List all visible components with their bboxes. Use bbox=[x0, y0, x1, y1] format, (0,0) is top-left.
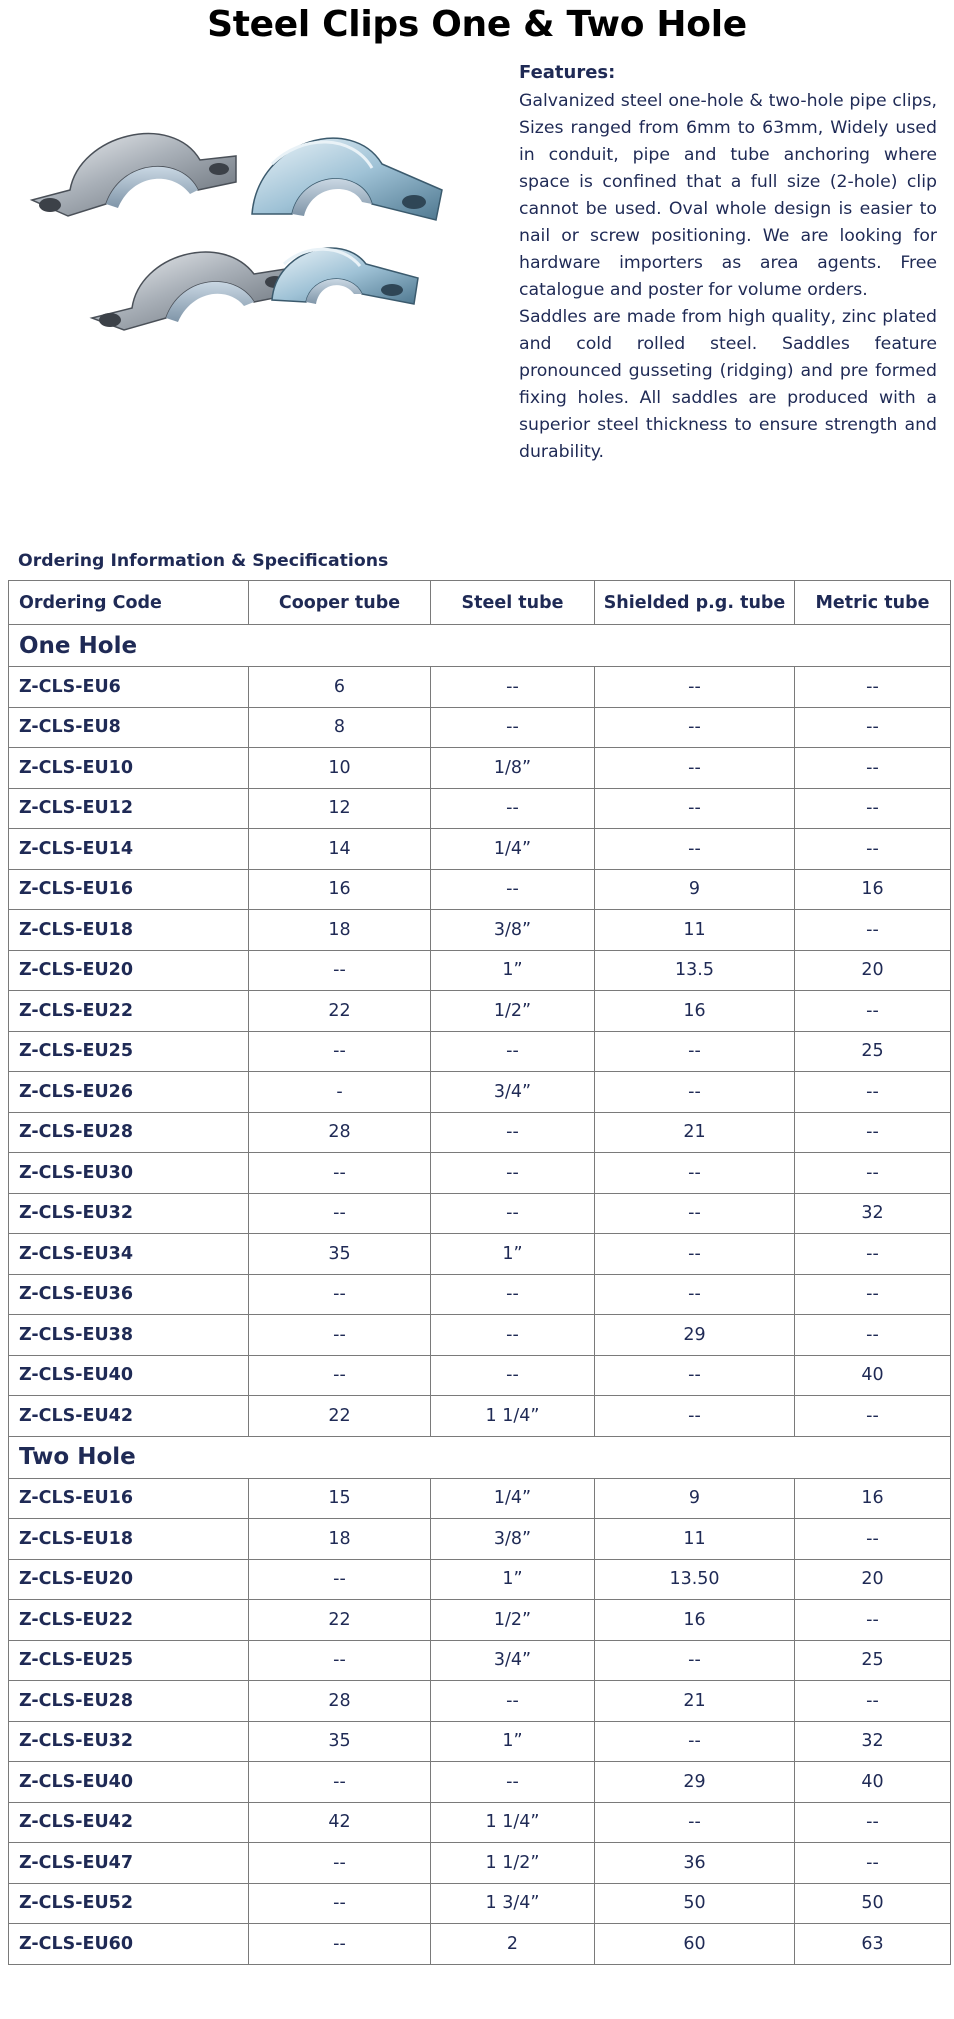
steel-clips-product-image bbox=[22, 104, 492, 334]
specifications-table bbox=[8, 580, 951, 1965]
cell-cooper-tube: 28 bbox=[249, 1112, 431, 1153]
cell-shielded-tube: 11 bbox=[595, 910, 795, 951]
cell-shielded-tube: -- bbox=[595, 1355, 795, 1396]
cell-shielded-tube: 29 bbox=[595, 1762, 795, 1803]
cell-steel-tube: 2 bbox=[431, 1924, 595, 1965]
cell-metric-tube: 63 bbox=[795, 1924, 951, 1965]
cell-metric-tube: -- bbox=[795, 1315, 951, 1356]
cell-ordering-code: Z-CLS-EU60 bbox=[9, 1924, 249, 1965]
cell-metric-tube: -- bbox=[795, 1153, 951, 1194]
cell-cooper-tube: 16 bbox=[249, 869, 431, 910]
cell-metric-tube: -- bbox=[795, 1274, 951, 1315]
cell-steel-tube: 1” bbox=[431, 1721, 595, 1762]
cell-shielded-tube: -- bbox=[595, 1153, 795, 1194]
cell-shielded-tube: 13.50 bbox=[595, 1559, 795, 1600]
cell-metric-tube: -- bbox=[795, 1519, 951, 1560]
cell-cooper-tube: -- bbox=[249, 1762, 431, 1803]
table-caption: Ordering Information & Specifications bbox=[18, 551, 389, 571]
table-row bbox=[9, 829, 951, 870]
cell-steel-tube: 1 3/4” bbox=[431, 1883, 595, 1924]
table-row bbox=[9, 991, 951, 1032]
section-title: Two Hole bbox=[9, 1436, 951, 1478]
cell-steel-tube: -- bbox=[431, 1274, 595, 1315]
cell-shielded-tube: 21 bbox=[595, 1112, 795, 1153]
cell-cooper-tube: 18 bbox=[249, 1519, 431, 1560]
cell-shielded-tube: -- bbox=[595, 1274, 795, 1315]
cell-ordering-code: Z-CLS-EU18 bbox=[9, 1519, 249, 1560]
table-row bbox=[9, 1519, 951, 1560]
cell-metric-tube: 40 bbox=[795, 1762, 951, 1803]
cell-ordering-code: Z-CLS-EU36 bbox=[9, 1274, 249, 1315]
table-row bbox=[9, 1559, 951, 1600]
table-row bbox=[9, 1681, 951, 1722]
cell-steel-tube: 1 1/4” bbox=[431, 1396, 595, 1437]
cell-steel-tube: -- bbox=[431, 1112, 595, 1153]
table-row bbox=[9, 1153, 951, 1194]
cell-steel-tube: 3/8” bbox=[431, 910, 595, 951]
cell-metric-tube: -- bbox=[795, 707, 951, 748]
cell-shielded-tube: -- bbox=[595, 1031, 795, 1072]
cell-shielded-tube: 16 bbox=[595, 1600, 795, 1641]
cell-steel-tube: 1/2” bbox=[431, 1600, 595, 1641]
cell-steel-tube: 3/8” bbox=[431, 1519, 595, 1560]
cell-metric-tube: -- bbox=[795, 667, 951, 708]
cell-cooper-tube: -- bbox=[249, 1031, 431, 1072]
table-row bbox=[9, 1031, 951, 1072]
cell-ordering-code: Z-CLS-EU28 bbox=[9, 1112, 249, 1153]
table-row bbox=[9, 1315, 951, 1356]
cell-cooper-tube: 8 bbox=[249, 707, 431, 748]
cell-cooper-tube: -- bbox=[249, 1640, 431, 1681]
table-row bbox=[9, 1883, 951, 1924]
cell-shielded-tube: 9 bbox=[595, 869, 795, 910]
cell-steel-tube: -- bbox=[431, 1681, 595, 1722]
table-row bbox=[9, 1721, 951, 1762]
cell-ordering-code: Z-CLS-EU42 bbox=[9, 1396, 249, 1437]
cell-cooper-tube: 10 bbox=[249, 748, 431, 789]
column-header-shielded-tube: Shielded p.g. tube bbox=[595, 581, 795, 625]
cell-shielded-tube: 9 bbox=[595, 1478, 795, 1519]
cell-cooper-tube: -- bbox=[249, 1883, 431, 1924]
cell-steel-tube: -- bbox=[431, 707, 595, 748]
table-row bbox=[9, 1640, 951, 1681]
cell-ordering-code: Z-CLS-EU22 bbox=[9, 991, 249, 1032]
cell-ordering-code: Z-CLS-EU47 bbox=[9, 1843, 249, 1884]
cell-ordering-code: Z-CLS-EU26 bbox=[9, 1072, 249, 1113]
cell-metric-tube: -- bbox=[795, 1843, 951, 1884]
table-row bbox=[9, 950, 951, 991]
cell-steel-tube: -- bbox=[431, 1153, 595, 1194]
features-description bbox=[519, 88, 937, 466]
cell-steel-tube: 1/2” bbox=[431, 991, 595, 1032]
cell-metric-tube: 20 bbox=[795, 1559, 951, 1600]
cell-ordering-code: Z-CLS-EU18 bbox=[9, 910, 249, 951]
cell-metric-tube: 16 bbox=[795, 1478, 951, 1519]
cell-cooper-tube: -- bbox=[249, 1843, 431, 1884]
table-row bbox=[9, 1802, 951, 1843]
cell-ordering-code: Z-CLS-EU16 bbox=[9, 1478, 249, 1519]
cell-steel-tube: 1/8” bbox=[431, 748, 595, 789]
cell-steel-tube: 1” bbox=[431, 950, 595, 991]
table-row bbox=[9, 1478, 951, 1519]
cell-cooper-tube: 22 bbox=[249, 991, 431, 1032]
cell-ordering-code: Z-CLS-EU42 bbox=[9, 1802, 249, 1843]
column-header-metric-tube: Metric tube bbox=[795, 581, 951, 625]
cell-ordering-code: Z-CLS-EU12 bbox=[9, 788, 249, 829]
cell-metric-tube: -- bbox=[795, 1112, 951, 1153]
cell-metric-tube: -- bbox=[795, 1396, 951, 1437]
cell-cooper-tube: -- bbox=[249, 1274, 431, 1315]
cell-cooper-tube: 15 bbox=[249, 1478, 431, 1519]
cell-steel-tube: -- bbox=[431, 869, 595, 910]
cell-ordering-code: Z-CLS-EU16 bbox=[9, 869, 249, 910]
cell-shielded-tube: -- bbox=[595, 829, 795, 870]
cell-shielded-tube: 36 bbox=[595, 1843, 795, 1884]
one-hole-clip-large-right bbox=[252, 138, 442, 220]
cell-steel-tube: 1” bbox=[431, 1234, 595, 1275]
cell-cooper-tube: -- bbox=[249, 1355, 431, 1396]
cell-ordering-code: Z-CLS-EU40 bbox=[9, 1355, 249, 1396]
cell-metric-tube: -- bbox=[795, 1072, 951, 1113]
table-row bbox=[9, 1112, 951, 1153]
cell-cooper-tube: 42 bbox=[249, 1802, 431, 1843]
cell-ordering-code: Z-CLS-EU10 bbox=[9, 748, 249, 789]
cell-ordering-code: Z-CLS-EU32 bbox=[9, 1721, 249, 1762]
cell-ordering-code: Z-CLS-EU34 bbox=[9, 1234, 249, 1275]
column-header-steel-tube: Steel tube bbox=[431, 581, 595, 625]
cell-shielded-tube: 21 bbox=[595, 1681, 795, 1722]
cell-metric-tube: 16 bbox=[795, 869, 951, 910]
table-row bbox=[9, 1600, 951, 1641]
cell-steel-tube: 1 1/2” bbox=[431, 1843, 595, 1884]
cell-ordering-code: Z-CLS-EU52 bbox=[9, 1883, 249, 1924]
cell-steel-tube: 1 1/4” bbox=[431, 1802, 595, 1843]
cell-shielded-tube: 50 bbox=[595, 1883, 795, 1924]
table-row bbox=[9, 1234, 951, 1275]
cell-steel-tube: 1” bbox=[431, 1559, 595, 1600]
cell-cooper-tube: 6 bbox=[249, 667, 431, 708]
table-row bbox=[9, 1274, 951, 1315]
two-hole-clip-bottom-left bbox=[92, 252, 294, 330]
cell-shielded-tube: 60 bbox=[595, 1924, 795, 1965]
cell-ordering-code: Z-CLS-EU38 bbox=[9, 1315, 249, 1356]
cell-ordering-code: Z-CLS-EU8 bbox=[9, 707, 249, 748]
features-paragraph: Galvanized steel one-hole & two-hole pipe clips, Sizes ranged from 6mm to 63mm, Widely used in conduit, pipe and tube anchoring where space is confined that a full size (2-hole) clip cannot be used. Oval whole design is easier to nail or screw positioning. We are looking for hardware importers as area agents. Free catalogue and poster for volume orders. bbox=[519, 91, 937, 300]
cell-shielded-tube: -- bbox=[595, 748, 795, 789]
cell-shielded-tube: -- bbox=[595, 1396, 795, 1437]
cell-cooper-tube: 35 bbox=[249, 1234, 431, 1275]
cell-cooper-tube: -- bbox=[249, 1315, 431, 1356]
table-row bbox=[9, 748, 951, 789]
cell-cooper-tube: -- bbox=[249, 1924, 431, 1965]
table-row bbox=[9, 788, 951, 829]
table-row bbox=[9, 1762, 951, 1803]
cell-cooper-tube: -- bbox=[249, 950, 431, 991]
cell-ordering-code: Z-CLS-EU20 bbox=[9, 1559, 249, 1600]
table-row bbox=[9, 1843, 951, 1884]
cell-shielded-tube: 16 bbox=[595, 991, 795, 1032]
cell-cooper-tube: 22 bbox=[249, 1396, 431, 1437]
cell-metric-tube: -- bbox=[795, 829, 951, 870]
cell-metric-tube: -- bbox=[795, 788, 951, 829]
cell-cooper-tube: 28 bbox=[249, 1681, 431, 1722]
cell-steel-tube: -- bbox=[431, 788, 595, 829]
cell-shielded-tube: -- bbox=[595, 667, 795, 708]
cell-metric-tube: -- bbox=[795, 1681, 951, 1722]
cell-steel-tube: 1/4” bbox=[431, 829, 595, 870]
cell-shielded-tube: -- bbox=[595, 707, 795, 748]
features-heading: Features: bbox=[519, 62, 616, 83]
cell-metric-tube: -- bbox=[795, 991, 951, 1032]
cell-shielded-tube: -- bbox=[595, 1802, 795, 1843]
page-title: Steel Clips One & Two Hole bbox=[207, 4, 747, 45]
cell-ordering-code: Z-CLS-EU25 bbox=[9, 1031, 249, 1072]
two-hole-clip-top-left bbox=[32, 134, 236, 216]
cell-ordering-code: Z-CLS-EU32 bbox=[9, 1193, 249, 1234]
section-title: One Hole bbox=[9, 625, 951, 667]
cell-shielded-tube: -- bbox=[595, 1072, 795, 1113]
cell-cooper-tube: -- bbox=[249, 1193, 431, 1234]
cell-cooper-tube: - bbox=[249, 1072, 431, 1113]
cell-metric-tube: 32 bbox=[795, 1721, 951, 1762]
table-row bbox=[9, 1072, 951, 1113]
cell-cooper-tube: 14 bbox=[249, 829, 431, 870]
cell-cooper-tube: 35 bbox=[249, 1721, 431, 1762]
cell-shielded-tube: -- bbox=[595, 1234, 795, 1275]
cell-steel-tube: 3/4” bbox=[431, 1072, 595, 1113]
cell-ordering-code: Z-CLS-EU14 bbox=[9, 829, 249, 870]
cell-ordering-code: Z-CLS-EU22 bbox=[9, 1600, 249, 1641]
section-row bbox=[9, 625, 951, 667]
cell-metric-tube: -- bbox=[795, 1234, 951, 1275]
cell-steel-tube: 1/4” bbox=[431, 1478, 595, 1519]
cell-steel-tube: -- bbox=[431, 1031, 595, 1072]
features-paragraph: Saddles are made from high quality, zinc plated and cold rolled steel. Saddles feature pronounced gusseting (ridging) and pre formed fixing holes. All saddles are produced with a superior steel thickness to ensure strength and durability. bbox=[519, 307, 937, 462]
table-row bbox=[9, 1193, 951, 1234]
cell-metric-tube: 32 bbox=[795, 1193, 951, 1234]
cell-ordering-code: Z-CLS-EU6 bbox=[9, 667, 249, 708]
cell-cooper-tube: 22 bbox=[249, 1600, 431, 1641]
cell-shielded-tube: -- bbox=[595, 1721, 795, 1762]
cell-steel-tube: -- bbox=[431, 667, 595, 708]
cell-cooper-tube: 18 bbox=[249, 910, 431, 951]
cell-ordering-code: Z-CLS-EU40 bbox=[9, 1762, 249, 1803]
column-header-ordering-code: Ordering Code bbox=[9, 581, 249, 625]
table-row bbox=[9, 869, 951, 910]
table-row bbox=[9, 707, 951, 748]
cell-metric-tube: -- bbox=[795, 1600, 951, 1641]
cell-metric-tube: -- bbox=[795, 748, 951, 789]
cell-shielded-tube: -- bbox=[595, 788, 795, 829]
cell-steel-tube: -- bbox=[431, 1193, 595, 1234]
cell-metric-tube: 25 bbox=[795, 1640, 951, 1681]
cell-steel-tube: 3/4” bbox=[431, 1640, 595, 1681]
cell-cooper-tube: 12 bbox=[249, 788, 431, 829]
cell-ordering-code: Z-CLS-EU25 bbox=[9, 1640, 249, 1681]
cell-shielded-tube: -- bbox=[595, 1640, 795, 1681]
cell-metric-tube: 50 bbox=[795, 1883, 951, 1924]
table-row bbox=[9, 910, 951, 951]
table-header-row bbox=[9, 581, 951, 625]
one-hole-clip-small-right bbox=[272, 248, 418, 304]
table-row bbox=[9, 1396, 951, 1437]
cell-cooper-tube: -- bbox=[249, 1559, 431, 1600]
cell-shielded-tube: -- bbox=[595, 1193, 795, 1234]
cell-ordering-code: Z-CLS-EU28 bbox=[9, 1681, 249, 1722]
cell-metric-tube: 25 bbox=[795, 1031, 951, 1072]
table-row bbox=[9, 667, 951, 708]
cell-steel-tube: -- bbox=[431, 1315, 595, 1356]
cell-metric-tube: -- bbox=[795, 1802, 951, 1843]
cell-shielded-tube: 11 bbox=[595, 1519, 795, 1560]
cell-metric-tube: 40 bbox=[795, 1355, 951, 1396]
cell-metric-tube: 20 bbox=[795, 950, 951, 991]
cell-cooper-tube: -- bbox=[249, 1153, 431, 1194]
table-row bbox=[9, 1355, 951, 1396]
cell-shielded-tube: 29 bbox=[595, 1315, 795, 1356]
cell-ordering-code: Z-CLS-EU20 bbox=[9, 950, 249, 991]
cell-shielded-tube: 13.5 bbox=[595, 950, 795, 991]
cell-steel-tube: -- bbox=[431, 1762, 595, 1803]
column-header-cooper-tube: Cooper tube bbox=[249, 581, 431, 625]
table-row bbox=[9, 1924, 951, 1965]
cell-steel-tube: -- bbox=[431, 1355, 595, 1396]
section-row bbox=[9, 1436, 951, 1478]
cell-ordering-code: Z-CLS-EU30 bbox=[9, 1153, 249, 1194]
cell-metric-tube: -- bbox=[795, 910, 951, 951]
